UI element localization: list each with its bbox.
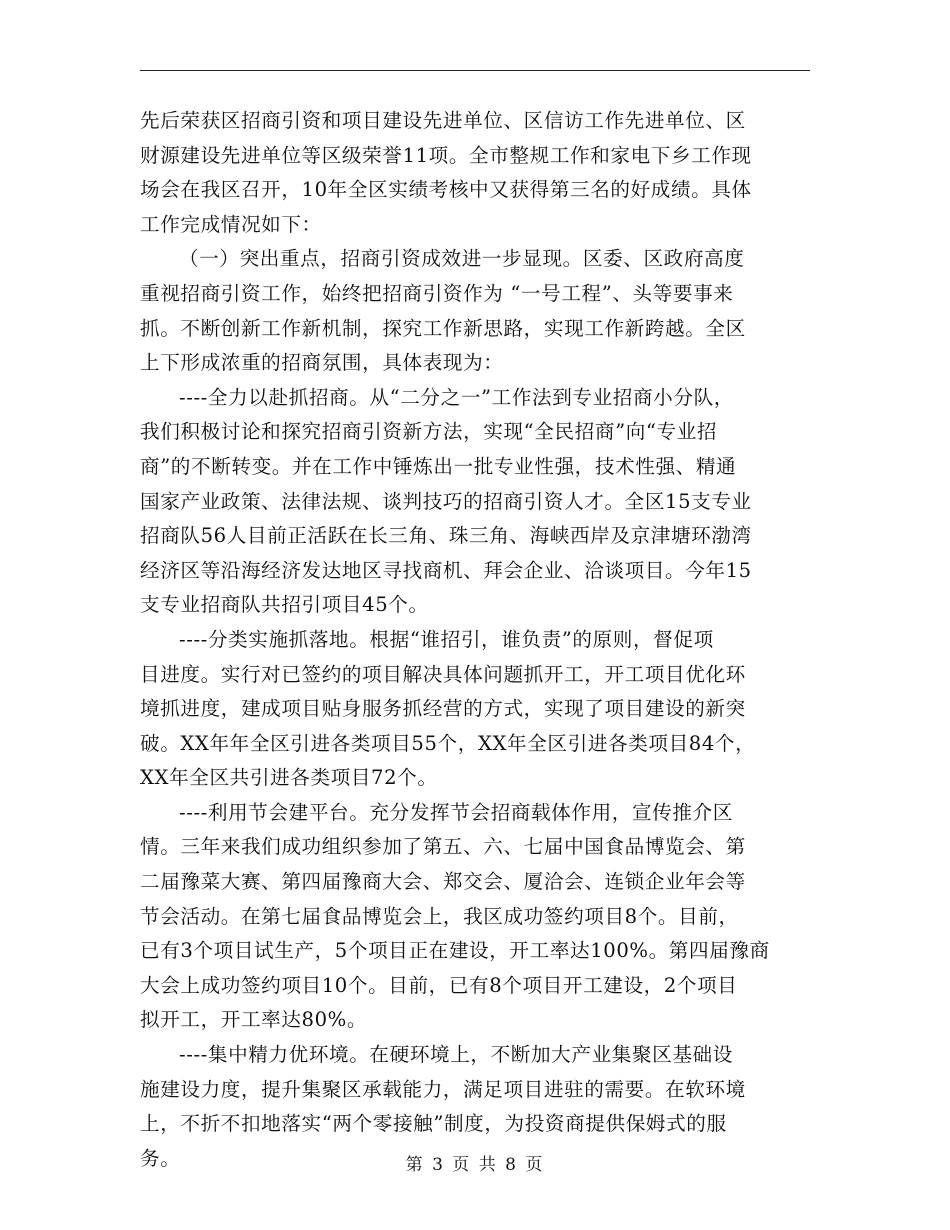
text-line: 国家产业政策、法律法规、谈判技巧的招商引资人才。全区15支专业 bbox=[140, 489, 752, 513]
text-line: 先后荣获区招商引资和项目建设先进单位、区信访工作先进单位、区 bbox=[140, 109, 746, 132]
text-line: 重视招商引资工作，始终把招商引资作为 “一号工程”、头等要事来 bbox=[140, 281, 734, 305]
text-line: 商”的不断转变。并在工作中锤炼出一批专业性强，技术性强、精通 bbox=[140, 454, 737, 478]
text-line: 施建设力度，提升集聚区承载能力，满足项目进驻的需要。在软环境 bbox=[140, 1077, 746, 1101]
text-line: 拟开工，开工率达80%。 bbox=[140, 1008, 368, 1032]
page-number-footer: 第 3 页 共 8 页 bbox=[405, 1155, 545, 1175]
text-line: 目进度。实行对已签约的项目解决具体问题抓开工，开工项目优化环 bbox=[140, 662, 746, 686]
text-line: 二届豫菜大赛、第四届豫商大会、郑交会、厦洽会、连锁企业年会等 bbox=[140, 870, 746, 894]
text-line: 务。 bbox=[140, 1146, 181, 1170]
text-line: 工作完成情况如下： bbox=[140, 212, 322, 236]
text-line: 经济区等沿海经济发达地区寻找商机、拜会企业、洽谈项目。今年15 bbox=[140, 558, 752, 582]
text-line: 支专业招商队共招引项目45个。 bbox=[140, 593, 429, 617]
paragraph-first-line: ----利用节会建平台。充分发挥节会招商载体作用，宣传推介区 bbox=[179, 800, 733, 824]
text-line: 我们积极讨论和探究招商引资新方法，实现“全民招商”向“专业招 bbox=[140, 420, 718, 444]
text-line: 情。三年来我们成功组织参加了第五、六、七届中国食品博览会、第 bbox=[140, 835, 746, 859]
text-line: 场会在我区召开，10年全区实绩考核中又获得第三名的好成绩。具体 bbox=[140, 178, 752, 202]
paragraph-first-line: ----集中精力优环境。在硬环境上，不断加大产业集聚区基础设 bbox=[179, 1043, 733, 1067]
document-body bbox=[140, 104, 810, 1176]
text-line: 上下形成浓重的招商氛围，具体表现为： bbox=[140, 351, 504, 375]
text-line: 已有3个项目试生产，5个项目正在建设，开工率达100%。第四届豫商 bbox=[140, 939, 770, 963]
text-line: 财源建设先进单位等区级荣誉11项。全市整规工作和家电下乡工作现 bbox=[140, 143, 752, 167]
text-line: 上，不折不扣地落实“两个零接触”制度，为投资商提供保姆式的服 bbox=[140, 1112, 727, 1136]
text-line: XX年全区共引进各类项目72个。 bbox=[140, 766, 438, 790]
text-line: 节会活动。在第七届食品博览会上，我区成功签约项目8个。目前， bbox=[140, 904, 739, 928]
text-line: 大会上成功签约项目10个。目前，已有8个项目开工建设，2个项目 bbox=[140, 973, 738, 997]
paragraph-first-line: ----分类实施抓落地。根据“谁招引，谁负责”的原则，督促项 bbox=[179, 627, 714, 651]
paragraph-first-line: （一）突出重点，招商引资成效进一步显现。区委、区政府高度 bbox=[179, 247, 745, 271]
text-line: 境抓进度，建成项目贴身服务抓经营的方式，实现了项目建设的新突 bbox=[140, 697, 746, 721]
header-rule bbox=[140, 70, 810, 71]
text-line: 招商队56人目前正活跃在长三角、珠三角、海峡西岸及京津塘环渤湾 bbox=[140, 524, 752, 548]
text-line: 破。XX年年全区引进各类项目55个，XX年全区引进各类项目84个， bbox=[140, 731, 756, 755]
text-line: 抓。不断创新工作新机制，探究工作新思路，实现工作新跨越。全区 bbox=[140, 316, 746, 340]
paragraph-first-line: ----全力以赴抓招商。从“二分之一”工作法到专业招商小分队， bbox=[179, 385, 734, 409]
